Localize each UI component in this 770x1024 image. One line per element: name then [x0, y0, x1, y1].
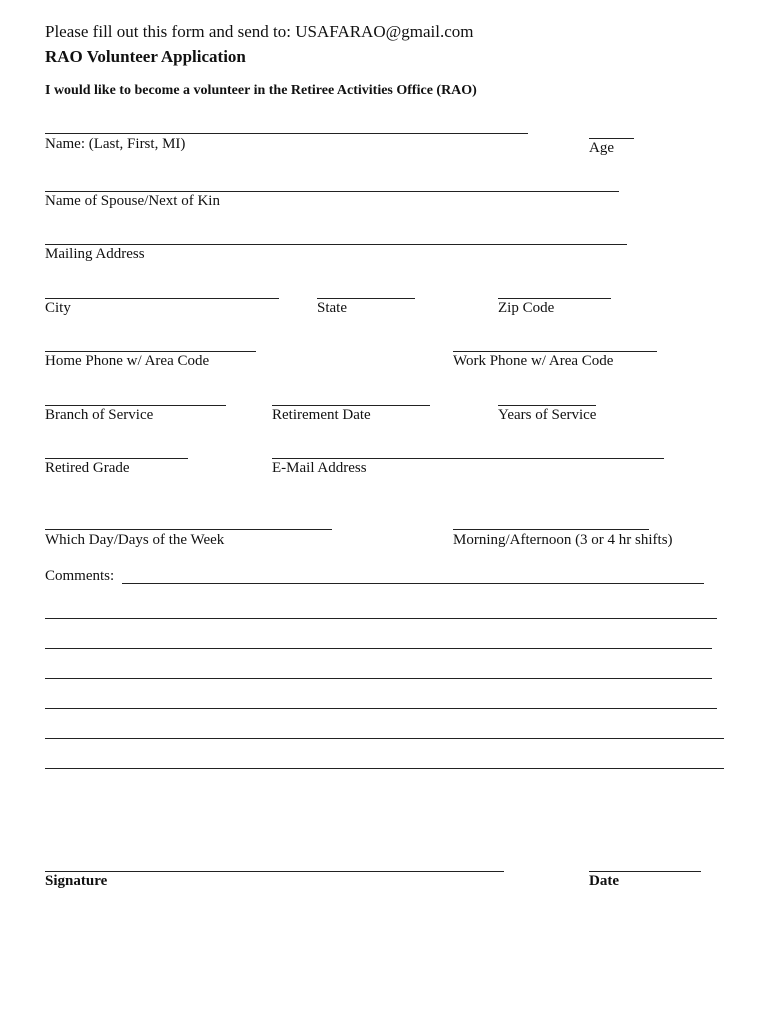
state-field[interactable] [317, 298, 415, 299]
retirement-date-label: Retirement Date [272, 407, 371, 423]
form-title: RAO Volunteer Application [45, 47, 246, 66]
years-of-service-field[interactable] [498, 405, 596, 406]
retired-grade-label: Retired Grade [45, 460, 130, 476]
zip-field[interactable] [498, 298, 611, 299]
date-label: Date [589, 873, 619, 889]
city-field[interactable] [45, 298, 279, 299]
signature-field[interactable] [45, 871, 504, 872]
comments-label: Comments: [45, 568, 115, 584]
days-label: Which Day/Days of the Week [45, 532, 225, 548]
date-field[interactable] [589, 871, 701, 872]
shift-label: Morning/Afternoon (3 or 4 hr shifts) [453, 532, 673, 548]
zip-label: Zip Code [498, 300, 555, 316]
retired-grade-field[interactable] [45, 458, 188, 459]
home-phone-field[interactable] [45, 351, 256, 352]
years-of-service-label: Years of Service [498, 407, 597, 423]
intro-text: I would like to become a volunteer in the Retiree Activities Office (RAO) [45, 83, 477, 98]
work-phone-field[interactable] [453, 351, 657, 352]
branch-label: Branch of Service [45, 407, 154, 423]
mailing-address-field[interactable] [45, 244, 627, 245]
comments-line-1[interactable] [122, 583, 704, 584]
email-field[interactable] [272, 458, 664, 459]
comments-line-4[interactable] [45, 678, 712, 679]
send-to-instruction: Please fill out this form and send to: USAFARAO@gmail.com [45, 22, 474, 41]
work-phone-label: Work Phone w/ Area Code [453, 353, 614, 369]
home-phone-label: Home Phone w/ Area Code [45, 353, 210, 369]
spouse-label: Name of Spouse/Next of Kin [45, 193, 220, 209]
city-label: City [45, 300, 71, 316]
comments-line-5[interactable] [45, 708, 717, 709]
comments-line-6[interactable] [45, 738, 724, 739]
state-label: State [317, 300, 347, 316]
spouse-field[interactable] [45, 191, 619, 192]
retirement-date-field[interactable] [272, 405, 430, 406]
name-field[interactable] [45, 133, 528, 134]
branch-field[interactable] [45, 405, 226, 406]
age-field[interactable] [589, 138, 634, 139]
shift-field[interactable] [453, 529, 649, 530]
comments-line-2[interactable] [45, 618, 717, 619]
age-label: Age [589, 140, 614, 156]
name-label: Name: (Last, First, MI) [45, 136, 186, 152]
comments-line-3[interactable] [45, 648, 712, 649]
mailing-address-label: Mailing Address [45, 246, 145, 262]
email-label: E-Mail Address [272, 460, 367, 476]
comments-line-7[interactable] [45, 768, 724, 769]
signature-label: Signature [45, 873, 108, 889]
days-field[interactable] [45, 529, 332, 530]
